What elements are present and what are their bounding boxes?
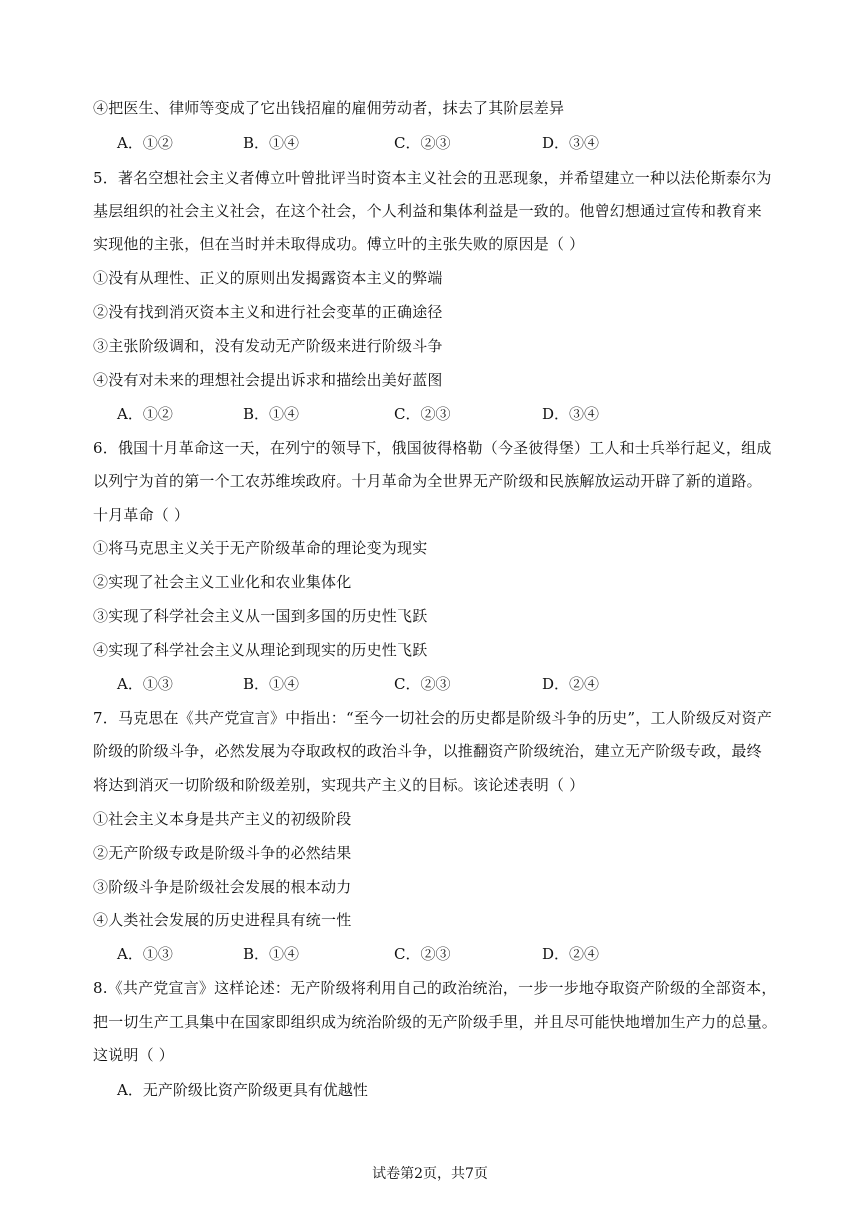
- q6-statement-4: ④实现了科学社会主义从理论到现实的历史性飞跃: [93, 641, 428, 659]
- q6-stem-line-1: 6．俄国十月革命这一天，在列宁的领导下，俄国彼得格勒（今圣彼得堡）工人和士兵举行起义，组成: [93, 439, 772, 457]
- q4-option-d[interactable]: D．③④: [542, 134, 600, 152]
- q6-stem-line-3: 十月革命（ ）: [93, 506, 190, 524]
- q5-option-d[interactable]: D．③④: [542, 405, 600, 423]
- q5-option-b[interactable]: B．①④: [243, 405, 300, 423]
- q5-statement-2: ②没有找到消灭资本主义和进行社会变革的正确途径: [93, 303, 443, 321]
- q6-statement-1: ①将马克思主义关于无产阶级革命的理论变为现实: [93, 539, 428, 557]
- q7-option-c[interactable]: C．②③: [394, 945, 451, 963]
- q5-option-c[interactable]: C．②③: [394, 405, 451, 423]
- q7-statement-1: ①社会主义本身是共产主义的初级阶段: [93, 810, 352, 828]
- q4-option-b[interactable]: B．①④: [243, 134, 300, 152]
- q6-option-d[interactable]: D．②④: [542, 675, 600, 693]
- q8-stem-line-3: 这说明（ ）: [93, 1046, 174, 1064]
- q7-stem-line-3: 将达到消灭一切阶级和阶级差别，实现共产主义的目标。该论述表明（ ）: [93, 776, 585, 794]
- q6-statement-2: ②实现了社会主义工业化和农业集体化: [93, 573, 352, 591]
- q8-stem-line-1: 8.《共产党宣言》这样论述：无产阶级将利用自己的政治统治，一步一步地夺取资产阶级的全部资本，: [93, 979, 777, 997]
- q8-stem-line-2: 把一切生产工具集中在国家即组织成为统治阶级的无产阶级手里，并且尽可能快地增加生产力的总量。: [93, 1013, 778, 1031]
- q6-option-a[interactable]: A．①③: [117, 675, 173, 693]
- q5-stem-line-1: 5．著名空想社会主义者傅立叶曾批评当时资本主义社会的丑恶现象，并希望建立一种以法伦斯泰尔为: [93, 169, 772, 187]
- q4-option-c[interactable]: C．②③: [394, 134, 451, 152]
- q4-statement-4: ④把医生、律师等变成了它出钱招雇的雇佣劳动者，抹去了其阶层差异: [93, 99, 565, 117]
- q7-stem-line-1: 7．马克思在《共产党宣言》中指出：“至今一切社会的历史都是阶级斗争的历史”，工人阶级反对资产: [93, 709, 773, 727]
- q7-stem-line-2: 阶级的阶级斗争，必然发展为夺取政权的政治斗争，以推翻资产阶级统治，建立无产阶级专政，最终: [93, 742, 762, 760]
- page-footer: 试卷第2页，共7页: [372, 1166, 488, 1182]
- q7-option-b[interactable]: B．①④: [243, 945, 300, 963]
- q7-statement-3: ③阶级斗争是阶级社会发展的根本动力: [93, 878, 352, 896]
- q7-option-d[interactable]: D．②④: [542, 945, 600, 963]
- q5-statement-3: ③主张阶级调和，没有发动无产阶级来进行阶级斗争: [93, 337, 443, 355]
- q5-stem-line-2: 基层组织的社会主义社会，在这个社会，个人利益和集体利益是一致的。他曾幻想通过宣传和教育来: [93, 202, 762, 220]
- q7-option-a[interactable]: A．①③: [117, 945, 173, 963]
- q7-statement-4: ④人类社会发展的历史进程具有统一性: [93, 911, 352, 929]
- q6-stem-line-2: 以列宁为首的第一个工农苏维埃政府。十月革命为全世界无产阶级和民族解放运动开辟了新的道路。: [93, 472, 762, 490]
- q6-option-c[interactable]: C．②③: [394, 675, 451, 693]
- q4-option-a[interactable]: A．①②: [117, 134, 173, 152]
- q6-option-b[interactable]: B．①④: [243, 675, 300, 693]
- q7-statement-2: ②无产阶级专政是阶级斗争的必然结果: [93, 844, 352, 862]
- q5-option-a[interactable]: A．①②: [117, 405, 173, 423]
- q5-statement-4: ④没有对未来的理想社会提出诉求和描绘出美好蓝图: [93, 371, 443, 389]
- q5-stem-line-3: 实现他的主张，但在当时并未取得成功。傅立叶的主张失败的原因是（ ）: [93, 235, 585, 253]
- q5-statement-1: ①没有从理性、正义的原则出发揭露资本主义的弊端: [93, 269, 443, 287]
- q6-statement-3: ③实现了科学社会主义从一国到多国的历史性飞跃: [93, 607, 428, 625]
- q8-option-a[interactable]: A．无产阶级比资产阶级更具有优越性: [117, 1081, 368, 1099]
